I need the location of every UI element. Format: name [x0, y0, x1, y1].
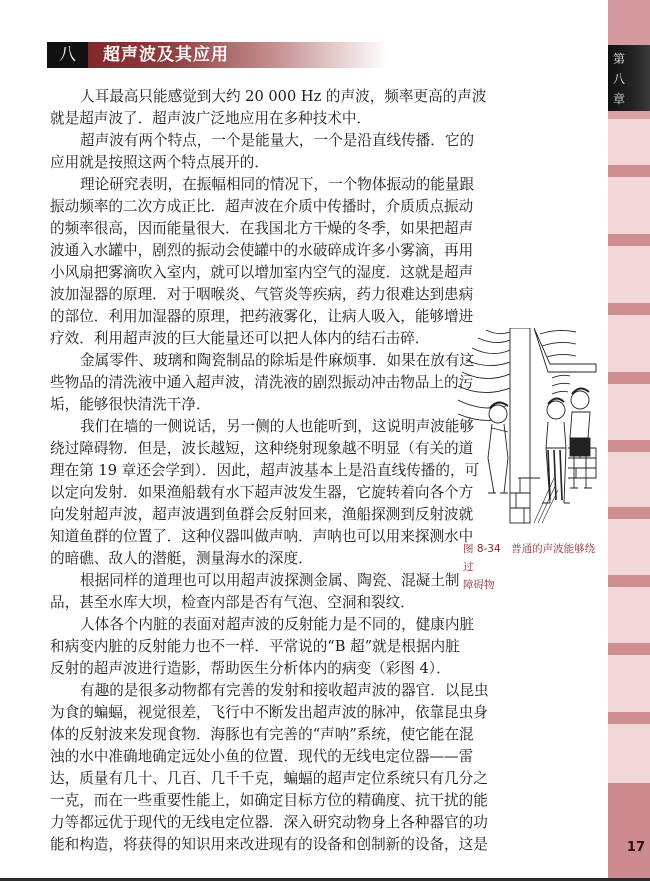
text-line: 力等都远优于现代的无线电定位器．深入研究动物身上各种器官的功 [50, 814, 488, 831]
text-line: 达，质量有几十、几百、几千千克，蝙蝠的超声定位系统只有几分之 [50, 770, 488, 787]
page-number: 17 [626, 840, 645, 855]
text-line: 些物品的清洗液中通入超声波，清洗液的剧烈振动冲击物品上的污 [50, 374, 474, 391]
text-line: 一克，而在一些重要性能上，如确定目标方位的精确度、抗干扰的能 [50, 792, 488, 809]
sidebar-stripe [608, 440, 650, 452]
sidebar-stripe [608, 507, 650, 519]
chapter-tab-char: 章 [612, 92, 625, 106]
text-line: 向发射超声波，超声波遇到鱼群会反射回来，渔船探测到反射波就 [50, 506, 474, 523]
text-line: 品，甚至水库大坝，检查内部是否有气泡、空洞和裂纹． [50, 594, 415, 611]
text-line: 绕过障碍物．但是，波长越短，这种绕射现象越不明显（有关的道 [50, 440, 474, 457]
sidebar-stripe [608, 372, 650, 384]
text-line: 金属零件、玻璃和陶瓷制品的除垢是件麻烦事．如果在放有这 [80, 352, 475, 369]
text-line: 我们在墙的一侧说话，另一侧的人也能听到，这说明声波能够 [80, 418, 475, 435]
text-line: 超声波有两个特点，一个是能量大，一个是沿直线传播．它的 [80, 132, 475, 149]
figure-sound-diffraction-illustration [458, 328, 608, 533]
caption-line: 图 8-34 普通的声波能够绕过 [463, 543, 596, 573]
text-line: 能和构造，将获得的知识用来改进现有的设备和创制新的设备，这是 [50, 836, 488, 853]
paragraph [50, 130, 475, 174]
sidebar-stripe [608, 575, 650, 587]
text-line: 知道鱼群的位置了．这种仪器叫做声呐．声呐也可以用来探测水中 [50, 528, 474, 545]
boy-right [570, 388, 592, 488]
sidebar-stripe [608, 643, 650, 655]
text-line: 和病变内脏的反射能力也不一样．平常说的“B 超”就是根据内脏 [50, 638, 460, 655]
figure-caption [463, 540, 603, 594]
hatched-ground [534, 478, 558, 523]
chapter-tab-char: 八 [612, 72, 625, 86]
paragraph [50, 614, 475, 680]
text-line: 小风扇把雾滴吹入室内，就可以增加室内空气的湿度．这就是超声 [50, 264, 474, 281]
text-line: 人耳最高只能感觉到大约 20 000 Hz 的声波，频率更高的声波 [80, 88, 487, 105]
paragraph [50, 350, 475, 416]
text-line: 人体各个内脏的表面对超声波的反射能力是不同的，健康内脏 [80, 616, 475, 633]
chapter-tab-char: 第 [612, 52, 625, 66]
text-line: 振动频率的二次方成正比．超声波在介质中传播时，介质质点振动 [50, 198, 474, 215]
text-line: 浊的水中准确地确定远处小鱼的位置．现代的无线电定位器——雷 [50, 748, 474, 765]
boy-left [488, 402, 508, 493]
sidebar-top-band [608, 0, 650, 45]
text-line: 理论研究表明，在振幅相同的情况下，一个物体振动的能量跟 [80, 176, 475, 193]
sidebar-bottom-block [608, 783, 650, 878]
sidebar-stripe [608, 303, 650, 315]
text-line: 就是超声波了．超声波广泛地应用在多种技术中． [50, 110, 372, 127]
text-line: 根据同样的道理也可以用超声波探测金属、陶瓷、混凝土制 [80, 572, 460, 589]
paragraph [50, 174, 475, 350]
text-line: 为食的蝙蝠，视觉很差，飞行中不断发出超声波的脉冲，依靠昆虫身 [50, 704, 488, 721]
section-header [47, 42, 387, 68]
text-line: 疗效．利用超声波的巨大能量还可以把人体内的结石击碎． [50, 330, 430, 347]
wall-pillar [510, 328, 530, 523]
section-title: 超声波及其应用 [103, 45, 229, 65]
text-line: 以定向发射．如果渔船载有水下超声波发生器，它旋转着向各个方 [50, 484, 474, 501]
text-line: 应用就是按照这两个特点展开的． [50, 154, 269, 171]
paragraph [50, 86, 487, 130]
paragraph [50, 570, 460, 614]
section-number: 八 [47, 42, 88, 68]
text-line: 垢，能够很快清洗干净． [50, 396, 211, 413]
body-text [50, 86, 489, 856]
sidebar-band [608, 111, 650, 119]
text-line: 的部位．利用加湿器的原理，把药液雾化，让病人吸入，能够增进 [50, 308, 474, 325]
text-line: 的暗礁、敌人的潜艇，测量海水的深度． [50, 550, 313, 567]
roof-eave [534, 328, 596, 372]
sidebar-stripe [608, 712, 650, 724]
text-line: 波通入水罐中，剧烈的振动会使罐中的水破碎成许多小雾滴，再用 [50, 242, 474, 259]
paragraph [50, 416, 480, 570]
boy-middle [542, 398, 570, 503]
text-line: 波加湿器的原理．对于咽喉炎、气管炎等疾病，药力很难达到患病 [50, 286, 474, 303]
text-line: 体的反射波来发现食物．海豚也有完善的“声呐”系统，使它能在混 [50, 726, 474, 743]
text-line: 理在第 19 章还会学到）．因此，超声波基本上是沿直线传播的，可 [50, 462, 480, 479]
chapter-tab-label [612, 49, 626, 109]
paragraph [50, 680, 489, 856]
sidebar-stripe [608, 165, 650, 177]
text-line: 的频率很高，因而能量很大．在我国北方干燥的冬季，如果把超声 [50, 220, 474, 237]
caption-line: 障碍物 [463, 579, 495, 591]
chapter-tab [608, 45, 650, 111]
sidebar-stripe [608, 234, 650, 246]
text-line: 有趣的是很多动物都有完善的发射和接收超声波的器官．以昆虫 [80, 682, 489, 699]
text-line: 反射的超声波进行造影，帮助医生分析体内的病变（彩图 4）． [50, 660, 451, 677]
chapter-sidebar [608, 0, 650, 881]
